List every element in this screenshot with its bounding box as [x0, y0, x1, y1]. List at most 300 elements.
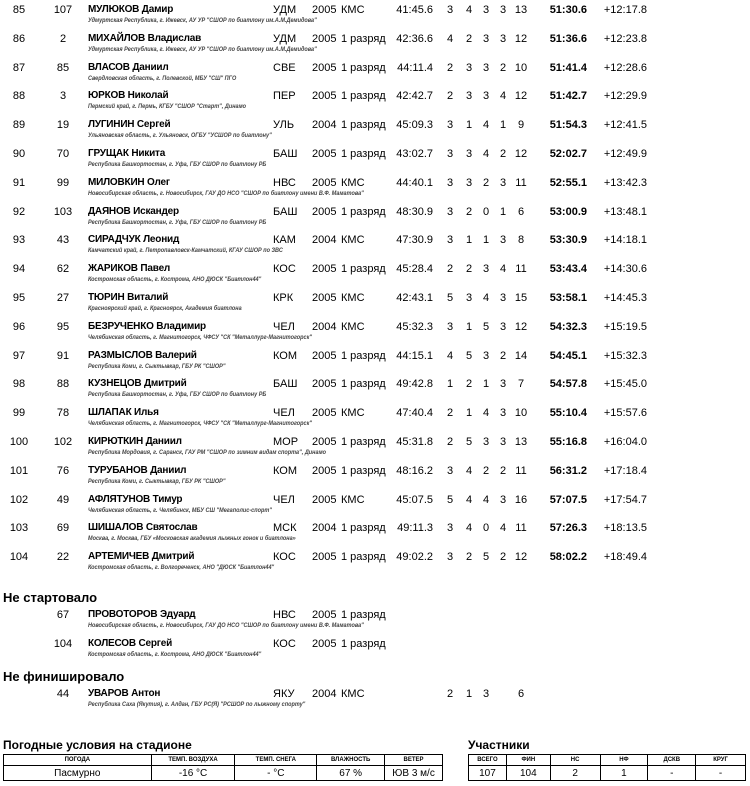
place: 95	[12, 292, 26, 304]
ski-time: 47:40.4	[396, 407, 433, 420]
place: 99	[12, 407, 26, 420]
place: 91	[12, 176, 26, 189]
birth-year: 2005	[312, 464, 337, 477]
shooting-4: 2	[499, 551, 507, 564]
shooting-1: 2	[446, 263, 454, 276]
bib-number: 99	[56, 176, 70, 189]
shooting-4: 2	[499, 61, 507, 74]
shooting-2: 5	[465, 349, 473, 362]
bib-number: 78	[56, 407, 70, 420]
athlete-region: Красноярский край, г. Красноярск, Академия биатлона	[88, 306, 242, 312]
shooting-1: 4	[446, 32, 454, 45]
shooting-1: 3	[446, 176, 454, 189]
bib-number: 85	[56, 61, 70, 74]
birth-year: 2005	[312, 263, 337, 276]
time-behind: +14:45.3	[603, 292, 647, 304]
weather-header-4: ВЕТЕР	[385, 755, 443, 766]
ski-time: 41:45.6	[396, 4, 433, 16]
athlete-name: УВАРОВ Антон	[88, 688, 161, 699]
birth-year: 2004	[312, 119, 337, 132]
athlete-region: Республика Саха (Якутия), г. Алдан, ГБУ РС(Я) "РСШОР по лыжному спорту"	[88, 702, 306, 708]
weather-header-3: ВЛАЖНОСТЬ	[317, 755, 385, 766]
finish-time: 54:32.3	[549, 320, 587, 333]
shooting-total: 11	[515, 176, 527, 189]
finish-time: 54:57.8	[549, 378, 587, 391]
shooting-2: 2	[465, 551, 473, 564]
time-behind: +13:48.1	[603, 205, 647, 218]
bib-number: 62	[56, 263, 70, 276]
result-row	[0, 465, 750, 494]
team-code: НВС	[273, 609, 296, 621]
weather-value-0: Пасмурно	[4, 766, 152, 781]
participants-value-4: -	[648, 766, 696, 781]
shooting-3: 2	[482, 464, 490, 477]
result-row	[0, 263, 750, 292]
shooting-4: 2	[499, 349, 507, 362]
weather-header-2: ТЕМП. СНЕГА	[235, 755, 317, 766]
participants-title: Участники	[468, 738, 530, 752]
participants-header-1: ФИН	[506, 755, 550, 766]
shooting-2: 1	[465, 119, 473, 132]
birth-year: 2005	[312, 551, 337, 564]
shooting-2: 4	[465, 493, 473, 506]
ski-time: 42:43.1	[396, 292, 433, 304]
ski-time: 48:30.9	[396, 205, 433, 218]
ski-time: 45:09.3	[396, 119, 433, 132]
sport-rank: КМС	[341, 407, 365, 420]
athlete-region: Челябинская область, г. Челябинск, МБУ СШ "Мегаполис-спорт"	[88, 507, 272, 514]
team-code: УЛЬ	[273, 119, 295, 132]
result-row	[0, 119, 750, 148]
finish-time: 52:55.1	[549, 176, 587, 189]
shooting-total: 6	[517, 205, 525, 218]
shooting-total: 13	[514, 4, 528, 16]
team-code: БАШ	[273, 148, 298, 160]
athlete-name: ЛУГИНИН Сергей	[88, 119, 171, 131]
athlete-region: Республика Мордовия, г. Саранск, ГАУ РМ "СШОР по зимним видам спорта", Динамо	[88, 450, 327, 456]
bib-number: 67	[56, 609, 70, 621]
ski-time: 45:07.5	[396, 493, 433, 506]
athlete-region: Москва, г. Москва, ГБУ «Московская академия лыжных гонок и биатлона»	[88, 536, 296, 543]
athlete-name: БЕЗРУЧЕНКО Владимир	[88, 320, 206, 332]
time-behind: +15:19.5	[603, 320, 647, 333]
shooting-1: 4	[446, 349, 454, 362]
athlete-name: ПРОВОТОРОВ Эдуард	[88, 609, 196, 620]
bib-number: 43	[56, 234, 70, 247]
result-row	[0, 321, 750, 350]
shooting-total: 14	[514, 349, 528, 362]
shooting-4: 3	[499, 320, 507, 333]
sport-rank: КМС	[341, 320, 365, 333]
shooting-4: 2	[499, 148, 507, 160]
place: 104	[9, 551, 29, 564]
athlete-name: ДАЯНОВ Искандер	[88, 205, 179, 217]
shooting-3: 1	[482, 378, 490, 391]
finish-time: 58:02.2	[549, 551, 587, 564]
shooting-3: 3	[482, 90, 490, 103]
result-row	[0, 494, 750, 523]
ski-time: 49:02.2	[396, 551, 433, 564]
sport-rank: 1 разряд	[341, 90, 386, 103]
shooting-2: 1	[465, 320, 473, 333]
finish-time: 55:10.4	[549, 407, 587, 420]
result-row	[0, 33, 750, 62]
sport-rank: 1 разряд	[341, 609, 386, 621]
shooting-3: 0	[482, 205, 490, 218]
sport-rank: 1 разряд	[341, 436, 386, 448]
dnf-section-title: Не финишировало	[3, 669, 125, 684]
finish-time: 53:00.9	[549, 205, 587, 218]
ski-time: 45:32.3	[396, 320, 433, 333]
place: 98	[12, 378, 26, 391]
sport-rank: КМС	[341, 4, 365, 16]
sport-rank: 1 разряд	[341, 148, 386, 160]
athlete-region: Свердловская область, г. Полевской, МБУ "СШ" ПГО	[88, 75, 237, 82]
time-behind: +12:29.9	[603, 90, 647, 103]
shooting-3: 4	[482, 148, 490, 160]
sport-rank: 1 разряд	[341, 263, 386, 276]
time-behind: +12:28.6	[603, 61, 647, 74]
weather-header-row	[4, 755, 443, 766]
bib-number: 49	[56, 493, 70, 506]
shooting-2: 1	[465, 407, 473, 420]
shooting-1: 3	[446, 320, 454, 333]
participants-value-2: 2	[550, 766, 600, 781]
shooting-2: 3	[465, 176, 473, 189]
athlete-name: ЮРКОВ Николай	[88, 90, 169, 102]
athlete-name: ЖАРИКОВ Павел	[88, 263, 171, 275]
ski-time: 43:02.7	[396, 148, 433, 160]
athlete-name: АФЛЯТУНОВ Тимур	[88, 493, 183, 505]
participants-header-5: КРУГ	[696, 755, 746, 766]
participants-table	[468, 754, 746, 781]
result-row	[0, 436, 750, 465]
shooting-4: 2	[499, 464, 507, 477]
shooting-total: 10	[514, 407, 528, 420]
dns-section-title: Не стартовало	[3, 590, 98, 605]
weather-values-row	[4, 766, 443, 781]
shooting-4: 1	[499, 205, 507, 218]
team-code: БАШ	[273, 378, 298, 391]
shooting-4: 3	[499, 32, 507, 45]
shooting-1: 3	[446, 148, 454, 160]
bib-number: 102	[53, 436, 73, 448]
weather-header-1: ТЕМП. ВОЗДУХА	[151, 755, 235, 766]
finish-time: 53:43.4	[549, 263, 587, 276]
sport-rank: 1 разряд	[341, 464, 386, 477]
place: 88	[12, 90, 26, 103]
team-code: УДМ	[273, 4, 297, 16]
finish-time: 51:30.6	[549, 4, 587, 16]
bib-number: 88	[56, 378, 70, 391]
shooting-1: 5	[446, 493, 454, 506]
shooting-3: 4	[482, 493, 490, 506]
shooting-4: 4	[499, 263, 507, 276]
sport-rank: 1 разряд	[341, 61, 386, 74]
athlete-region: Республика Башкортостан, г. Уфа, ГБУ СШОР по биатлону РБ	[88, 392, 267, 399]
finish-time: 53:30.9	[549, 234, 587, 247]
participants-values-row	[469, 766, 746, 781]
result-row	[0, 407, 750, 436]
shooting-4: 4	[499, 90, 507, 103]
shooting-4: 3	[499, 436, 507, 448]
shooting-3: 3	[482, 688, 490, 700]
team-code: ЧЕЛ	[273, 320, 295, 333]
place: 101	[9, 464, 29, 477]
athlete-name: ШЛАПАК Илья	[88, 407, 159, 419]
shooting-3: 4	[482, 292, 490, 304]
place: 85	[12, 4, 26, 16]
team-code: ПЕР	[273, 90, 296, 103]
birth-year: 2004	[312, 522, 337, 535]
bib-number: 19	[56, 119, 70, 132]
participants-value-0: 107	[469, 766, 507, 781]
time-behind: +18:49.4	[603, 551, 647, 564]
shooting-4: 3	[499, 4, 507, 16]
shooting-1: 3	[446, 234, 454, 247]
shooting-3: 3	[482, 436, 490, 448]
participants-header-0: ВСЕГО	[469, 755, 507, 766]
birth-year: 2005	[312, 637, 337, 650]
shooting-1: 1	[446, 378, 454, 391]
shooting-total: 9	[517, 119, 525, 132]
athlete-region: Удмуртская Республика, г. Ижевск, АУ УР "СШОР по биатлону им.А.М.Демидова"	[88, 18, 317, 24]
ski-time: 47:30.9	[396, 234, 433, 247]
result-row	[0, 350, 750, 379]
result-row	[0, 638, 750, 667]
team-code: МСК	[273, 522, 297, 535]
finish-time: 51:36.6	[549, 32, 587, 45]
ski-time: 45:28.4	[396, 263, 433, 276]
shooting-2: 5	[465, 436, 473, 448]
birth-year: 2005	[312, 436, 337, 448]
place: 102	[9, 493, 29, 506]
birth-year: 2005	[312, 32, 337, 45]
place: 90	[12, 148, 26, 160]
time-behind: +12:17.8	[603, 4, 647, 16]
time-behind: +15:57.6	[603, 407, 647, 420]
shooting-2: 1	[465, 234, 473, 247]
result-row	[0, 4, 750, 33]
bib-number: 107	[53, 4, 73, 16]
shooting-1: 3	[446, 464, 454, 477]
shooting-3: 0	[482, 522, 490, 535]
shooting-2: 4	[465, 522, 473, 535]
result-row	[0, 177, 750, 206]
result-row	[0, 551, 750, 580]
shooting-3: 3	[482, 32, 490, 45]
sport-rank: 1 разряд	[341, 522, 386, 535]
team-code: КРК	[273, 292, 294, 304]
ski-time: 44:40.1	[396, 176, 433, 189]
birth-year: 2005	[312, 176, 337, 189]
shooting-total: 11	[515, 522, 527, 535]
shooting-total: 10	[514, 61, 528, 74]
athlete-region: Камчатский край, г. Петропавловск-Камчатский, КГАУ СШОР по ЗВС	[88, 248, 283, 255]
team-code: МОР	[273, 436, 299, 448]
sport-rank: КМС	[341, 493, 365, 506]
athlete-name: ТЮРИН Виталий	[88, 292, 169, 303]
team-code: ЯКУ	[273, 688, 295, 700]
birth-year: 2005	[312, 148, 337, 160]
shooting-3: 4	[482, 407, 490, 420]
shooting-4: 3	[499, 234, 507, 247]
athlete-name: КИРЮТКИН Даниил	[88, 436, 182, 447]
athlete-name: АРТЕМИЧЕВ Дмитрий	[88, 551, 195, 563]
participants-header-2: НС	[550, 755, 600, 766]
athlete-name: МИЛОВКИН Олег	[88, 176, 170, 188]
athlete-region: Республика Коми, г. Сыктывкар, ГБУ РК "СШОР"	[88, 363, 226, 370]
place: 100	[9, 436, 29, 448]
shooting-4: 3	[499, 493, 507, 506]
shooting-2: 3	[465, 292, 473, 304]
participants-header-3: НФ	[600, 755, 648, 766]
ski-time: 44:11.4	[397, 61, 433, 74]
shooting-2: 2	[465, 205, 473, 218]
shooting-2: 4	[465, 464, 473, 477]
bib-number: 27	[56, 292, 70, 304]
shooting-1: 2	[446, 688, 454, 700]
shooting-total: 15	[514, 292, 528, 304]
sport-rank: КМС	[341, 292, 365, 304]
time-behind: +14:18.1	[603, 234, 647, 247]
athlete-name: ТУРУБАНОВ Даниил	[88, 464, 187, 476]
bib-number: 70	[56, 148, 70, 160]
bib-number: 104	[53, 637, 73, 650]
shooting-2: 2	[465, 378, 473, 391]
shooting-3: 3	[482, 263, 490, 276]
athlete-name: СИРАДЧУК Леонид	[88, 234, 180, 246]
shooting-1: 5	[446, 292, 454, 304]
finish-time: 51:54.3	[549, 119, 587, 132]
result-row	[0, 609, 750, 638]
result-row	[0, 148, 750, 177]
time-behind: +12:41.5	[603, 119, 647, 132]
shooting-total: 12	[514, 32, 528, 45]
time-behind: +12:49.9	[603, 148, 647, 160]
bib-number: 22	[56, 551, 70, 564]
shooting-total: 8	[517, 234, 525, 247]
finish-time: 51:41.4	[549, 61, 587, 74]
weather-value-2: - °C	[235, 766, 317, 781]
athlete-name: ШИШАЛОВ Святослав	[88, 522, 198, 534]
team-code: КОМ	[273, 349, 298, 362]
shooting-4: 3	[499, 292, 507, 304]
shooting-3: 2	[482, 176, 490, 189]
team-code: УДМ	[273, 32, 297, 45]
ski-time: 42:42.7	[396, 90, 433, 103]
participants-header-4: ДСКВ	[648, 755, 696, 766]
athlete-region: Новосибирская область, г. Новосибирск, ГАУ ДО НСО "СШОР по биатлону имени В.Ф. Маматова"	[88, 190, 364, 197]
team-code: КОС	[273, 551, 296, 564]
place: 86	[12, 32, 26, 45]
shooting-2: 3	[465, 61, 473, 74]
sport-rank: 1 разряд	[341, 637, 386, 650]
athlete-region: Новосибирская область, г. Новосибирск, ГАУ ДО НСО "СШОР по биатлону имени В.Ф. Маматова"	[88, 623, 364, 629]
sport-rank: 1 разряд	[341, 119, 386, 132]
participants-value-5: -	[696, 766, 746, 781]
athlete-region: Республика Башкортостан, г. Уфа, ГБУ СШОР по биатлону РБ	[88, 219, 267, 226]
team-code: БАШ	[273, 205, 298, 218]
time-behind: +18:13.5	[603, 522, 647, 535]
time-behind: +15:45.0	[603, 378, 647, 391]
participants-header-row	[469, 755, 746, 766]
shooting-2: 2	[465, 263, 473, 276]
shooting-2: 4	[465, 4, 473, 16]
shooting-total: 16	[514, 493, 528, 506]
shooting-total: 12	[514, 551, 528, 564]
athlete-region: Удмуртская Республика, г. Ижевск, АУ УР "СШОР по биатлону им.А.М.Демидова"	[88, 46, 317, 53]
athlete-region: Республика Коми, г. Сыктывкар, ГБУ РК "СШОР"	[88, 478, 226, 485]
athlete-region: Пермский край, г. Пермь, КГБУ "СШОР "Старт", Динамо	[88, 104, 247, 111]
place: 93	[12, 234, 26, 247]
team-code: СВЕ	[273, 61, 296, 74]
bib-number: 95	[56, 320, 70, 333]
shooting-total: 12	[514, 90, 528, 103]
time-behind: +16:04.0	[603, 436, 647, 448]
weather-value-3: 67 %	[317, 766, 385, 781]
ski-time: 49:42.8	[396, 378, 433, 391]
result-row	[0, 292, 750, 321]
shooting-1: 2	[446, 436, 454, 448]
shooting-2: 3	[465, 148, 473, 160]
shooting-total: 13	[514, 436, 528, 448]
shooting-1: 3	[446, 205, 454, 218]
participants-value-3: 1	[600, 766, 648, 781]
shooting-3: 5	[482, 320, 490, 333]
bib-number: 76	[56, 464, 70, 477]
finish-time: 52:02.7	[549, 148, 587, 160]
weather-title: Погодные условия на стадионе	[3, 738, 192, 752]
bib-number: 91	[56, 349, 70, 362]
sport-rank: КМС	[341, 234, 365, 247]
shooting-4: 3	[499, 176, 507, 189]
weather-value-1: -16 °C	[151, 766, 235, 781]
athlete-name: МУЛЮКОВ Дамир	[88, 4, 174, 15]
sport-rank: 1 разряд	[341, 378, 386, 391]
weather-value-4: ЮВ 3 м/с	[385, 766, 443, 781]
sport-rank: КМС	[341, 176, 365, 189]
time-behind: +17:18.4	[603, 464, 647, 477]
sport-rank: КМС	[341, 688, 365, 700]
finish-time: 53:58.1	[549, 292, 587, 304]
finish-time: 57:26.3	[549, 522, 587, 535]
shooting-1: 2	[446, 90, 454, 103]
athlete-region: Костромская область, г. Кострома, АНО ДЮСК "Биатлон44"	[88, 651, 262, 658]
shooting-total: 12	[514, 320, 528, 333]
result-row	[0, 378, 750, 407]
shooting-1: 2	[446, 407, 454, 420]
birth-year: 2005	[312, 407, 337, 420]
time-behind: +14:30.6	[603, 263, 647, 276]
shooting-3: 4	[482, 119, 490, 132]
ski-time: 44:15.1	[396, 349, 433, 362]
shooting-total: 11	[515, 464, 527, 477]
team-code: КАМ	[273, 234, 296, 247]
ski-time: 48:16.2	[396, 464, 433, 477]
shooting-1: 3	[446, 119, 454, 132]
birth-year: 2005	[312, 609, 337, 621]
shooting-total: 12	[514, 148, 528, 160]
shooting-3: 3	[482, 349, 490, 362]
athlete-name: РАЗМЫСЛОВ Валерий	[88, 349, 197, 361]
bib-number: 103	[53, 205, 73, 218]
participants-value-1: 104	[506, 766, 550, 781]
birth-year: 2005	[312, 493, 337, 506]
shooting-4: 3	[499, 407, 507, 420]
athlete-region: Ульяновская область, г. Ульяновск, ОГБУ "УСШОР по биатлону"	[88, 133, 272, 140]
athlete-region: Костромская область, г. Волгореченск, АНО "ДЮСК "Биатлон44"	[88, 565, 275, 572]
